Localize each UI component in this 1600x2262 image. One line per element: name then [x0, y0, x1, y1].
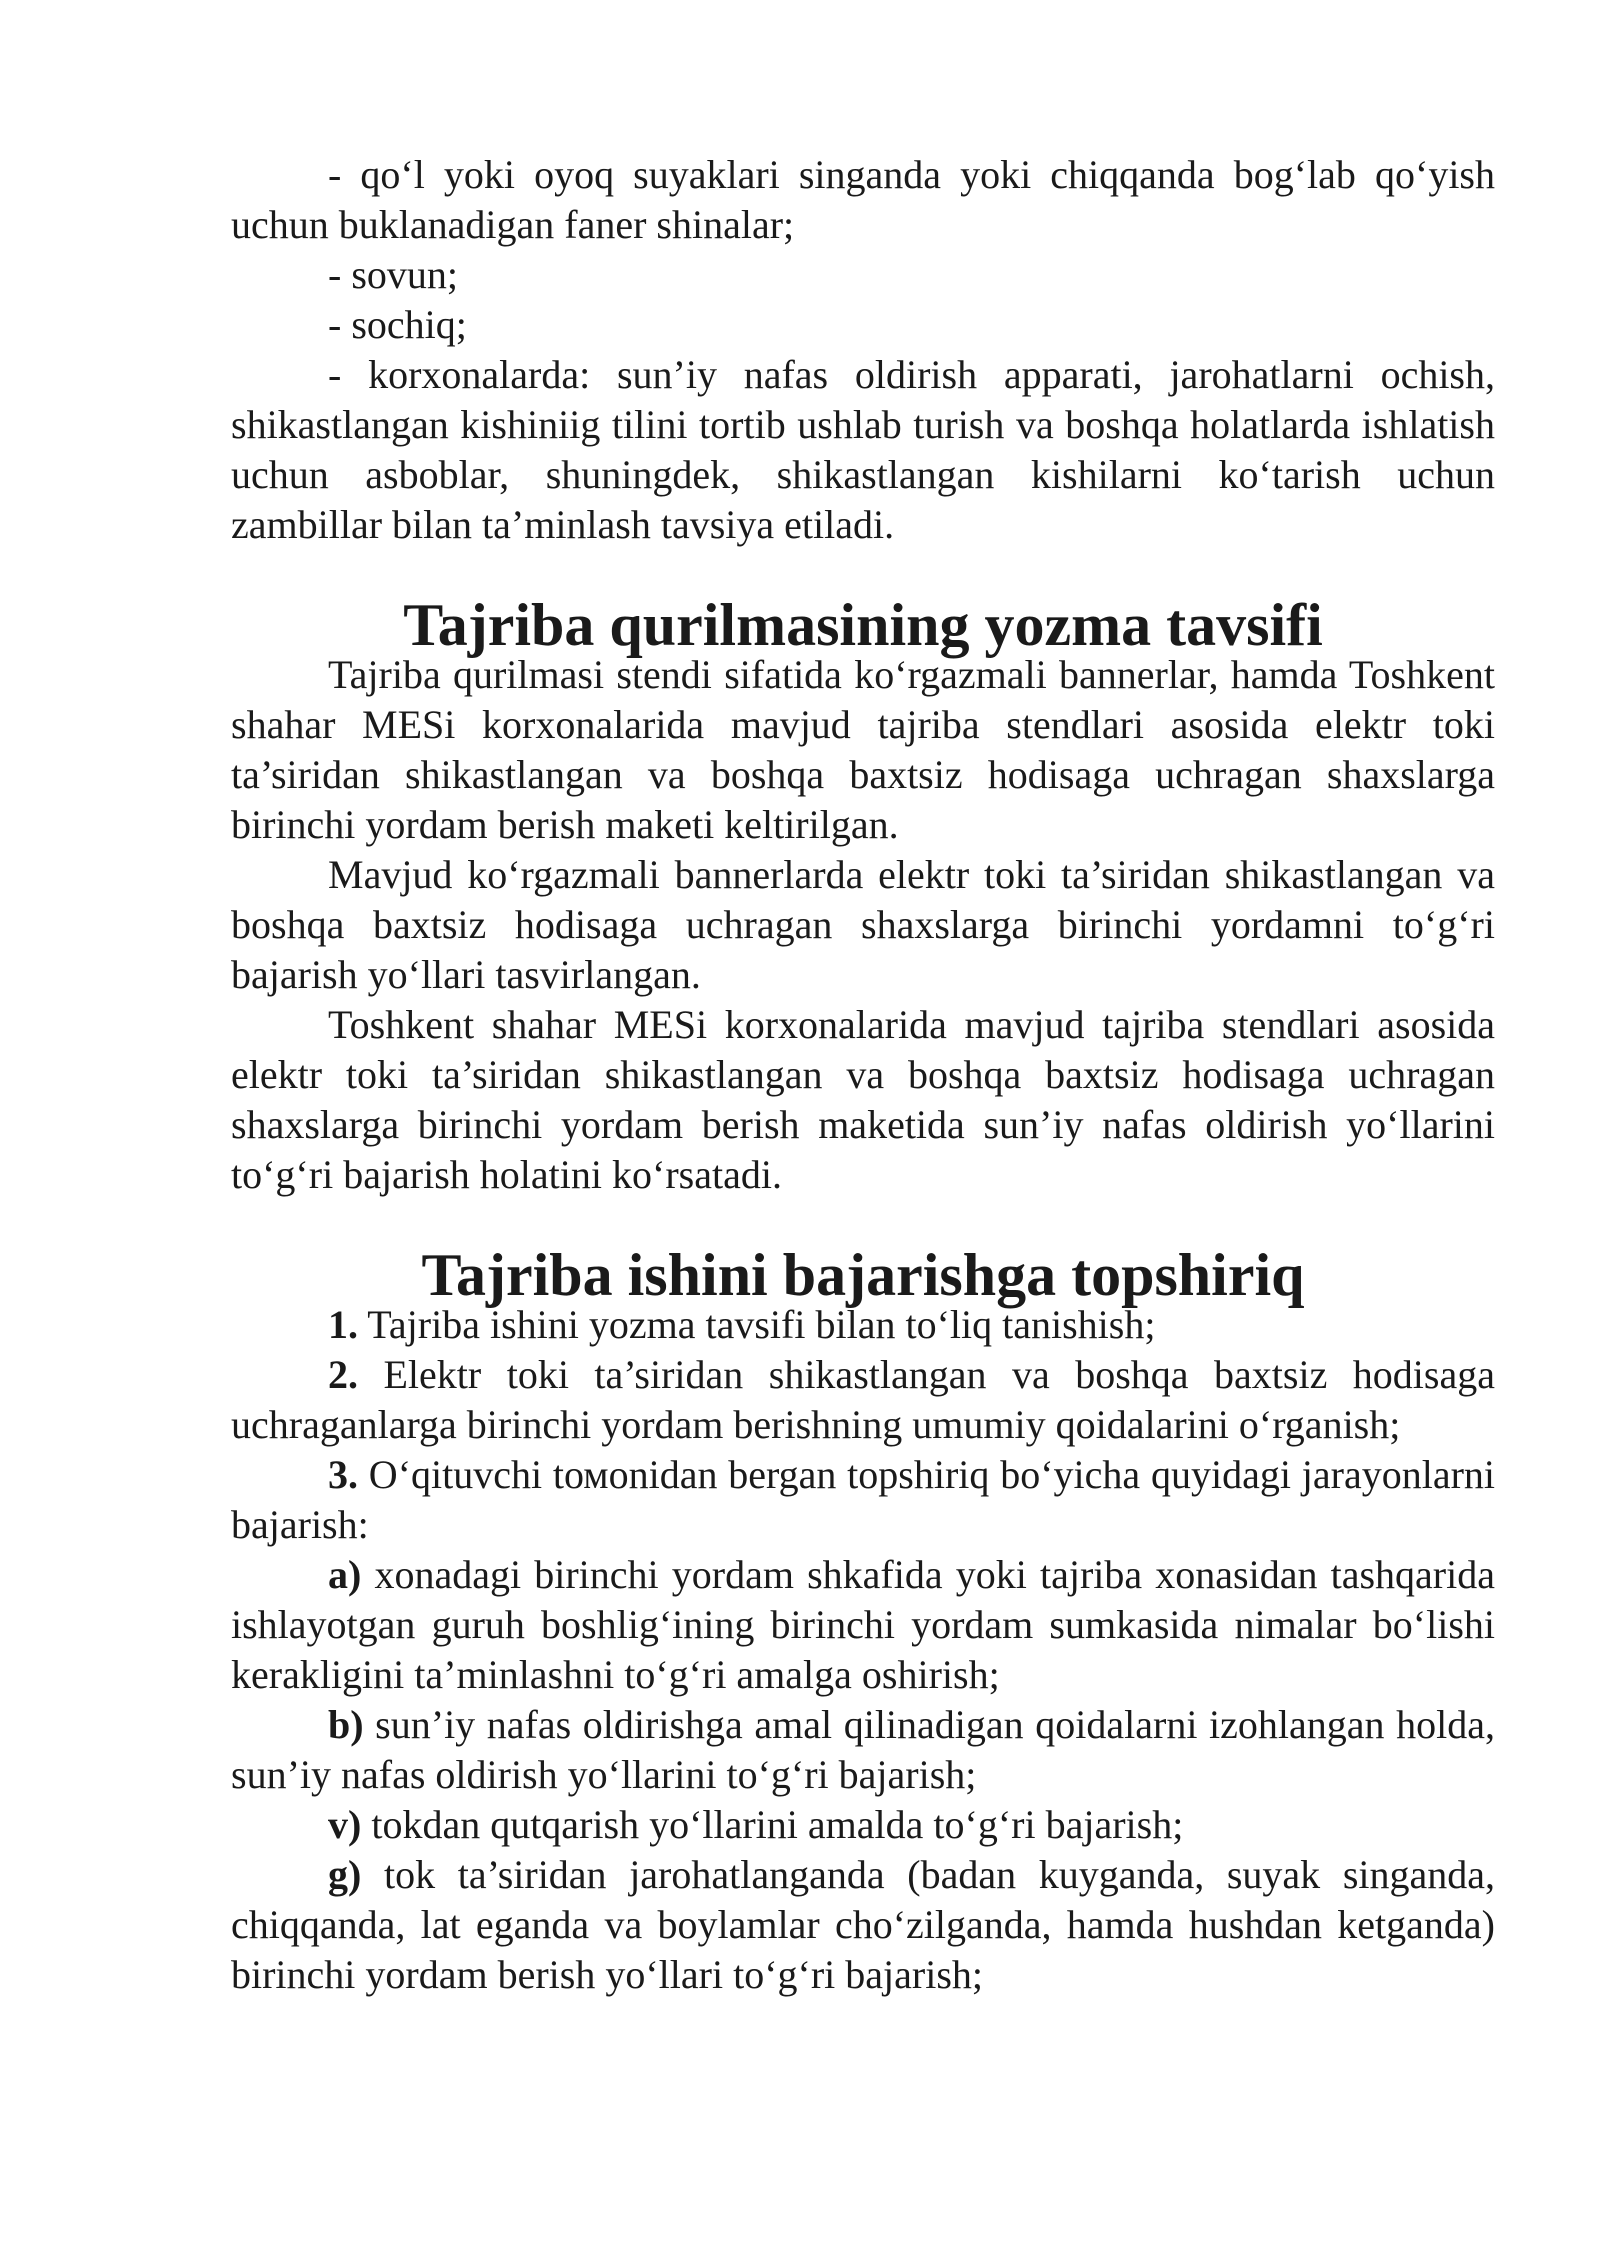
- task-text: Tajriba ishini yozma tavsifi bilan to‘liq tanishish;: [358, 1302, 1156, 1347]
- task-item: [231, 1450, 1495, 1550]
- task-item: [231, 1350, 1495, 1450]
- task-item: [231, 1800, 1495, 1850]
- task-item: [231, 1700, 1495, 1800]
- task-item: [231, 1850, 1495, 2000]
- list-item: - sochiq;: [328, 302, 467, 347]
- section-heading-device-description: Tajriba qurilmasining yozma tavsifi: [403, 592, 1323, 658]
- task-item: [231, 1550, 1495, 1700]
- task-marker: b): [328, 1702, 364, 1747]
- list-item: - sovun;: [328, 252, 458, 297]
- task-text: sun’iy nafas oldirishga amal qilinadigan qoidalarni izohlangan holda, sun’iy nafas oldirish yo‘llarini to‘g‘ri bajarish;: [231, 1702, 1495, 1797]
- task-text: Elektr toki ta’siridan shikastlangan va boshqa baxtsiz hodisaga uchraganlarga birinchi yordam berishning umumiy qoidalarini o‘rganish;: [231, 1352, 1495, 1447]
- section-heading-task: Tajriba ishini bajarishga topshiriq: [421, 1242, 1305, 1308]
- list-item: - korxonalarda: sun’iy nafas oldirish apparati, jarohatlarni ochish, shikastlangan kishiniig tilini tortib ushlab turish va boshqa holatlarda ishlatish uchun asboblar, shuningdek, shikastlangan kishilarni ko‘tarish uchun zambillar bilan ta’minlash tavsiya etiladi.: [231, 352, 1495, 547]
- paragraph: Toshkent shahar MESi korxonalarida mavjud tajriba stendlari asosida elektr toki ta’siridan shikastlangan va boshqa baxtsiz hodisaga uchragan shaxslarga birinchi yordam berish maketida sun’iy nafas oldirish yo‘llarini to‘g‘ri bajarish holatini ko‘rsatadi.: [231, 1002, 1495, 1197]
- task-marker: 1.: [328, 1302, 358, 1347]
- task-marker: 2.: [328, 1352, 358, 1397]
- task-marker: 3.: [328, 1452, 358, 1497]
- task-marker: g): [328, 1852, 362, 1897]
- list-item: - qo‘l yoki oyoq suyaklari singanda yoki chiqqanda bog‘lab qo‘yish uchun buklanadigan faner shinalar;: [231, 152, 1495, 247]
- paragraph: Mavjud ko‘rgazmali bannerlarda elektr toki ta’siridan shikastlangan va boshqa baxtsiz hodisaga uchragan shaxslarga birinchi yordamni to‘g‘ri bajarish yo‘llari tasvirlangan.: [231, 852, 1495, 997]
- task-item: [231, 1300, 1495, 1350]
- task-text: O‘qituvchi tомonidan bergan topshiriq bo‘yicha quyidagi jarayonlarni bajarish:: [231, 1452, 1495, 1547]
- paragraph: Tajriba qurilmasi stendi sifatida ko‘rgazmali bannerlar, hamda Toshkent shahar MESi korxonalarida mavjud tajriba stendlari asosida elektr toki ta’siridan shikastlangan va boshqa baxtsiz hodisaga uchragan shaxslarga birinchi yordam berish maketi keltirilgan.: [231, 652, 1495, 847]
- task-text: xonadagi birinchi yordam shkafida yoki tajriba xonasidan tashqarida ishlayotgan guruh boshlig‘ining birinchi yordam sumkasida nimalar bo‘lishi kerakligini ta’minlashni to‘g‘ri amalga oshirish;: [231, 1552, 1495, 1697]
- task-marker: v): [328, 1802, 362, 1847]
- task-marker: a): [328, 1552, 362, 1597]
- task-text: tokdan qutqarish yo‘llarini amalda to‘g‘ri bajarish;: [361, 1802, 1184, 1847]
- task-text: tok ta’siridan jarohatlanganda (badan kuyganda, suyak singanda, chiqqanda, lat eganda va boylamlar cho‘zilganda, hamda hushdan ketganda) birinchi yordam berish yo‘llari to‘g‘ri bajarish;: [231, 1852, 1495, 1997]
- document-page: [231, 150, 1495, 2000]
